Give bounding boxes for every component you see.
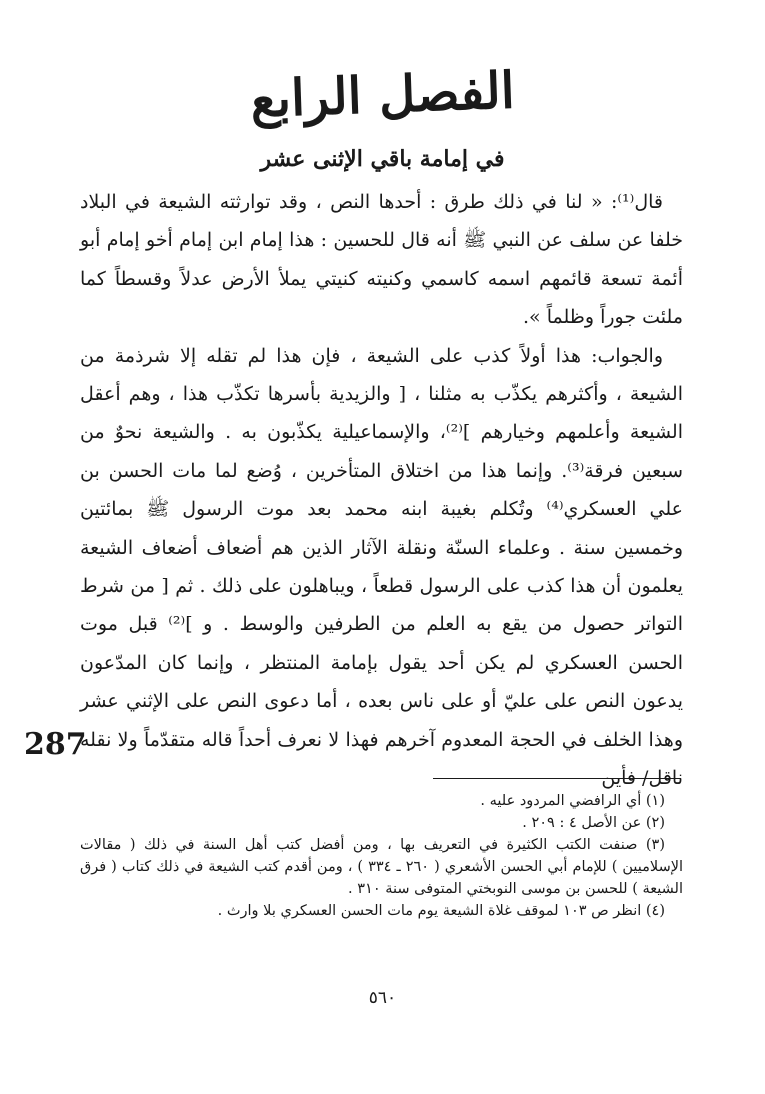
footnote-3: (٣) صنفت الكتب الكثيرة في التعريف بها ، ومن أفضل كتب أهل السنة في ذلك ( مقالات الإسلاميين ) للإمام أبي الحسن الأشعري ( ٢٦٠ ـ ٣٣٤ ) ، ومن أقدم كتب الشيعة في ذلك كتاب ( فرق الشيعة ) للحسن بن موسى النوبختي المتوفى سنة ٣١٠ .	[80, 837, 684, 897]
footnote-2: (٢) عن الأصل ٤ : ٢٠٩ .	[522, 815, 665, 831]
margin-page-reference: 287	[24, 727, 87, 762]
footnote-1: (١) أي الرافضي المردود عليه .	[480, 793, 665, 809]
main-text	[80, 183, 683, 798]
chapter-subtitle: في إمامة باقي الإثنى عشر	[260, 146, 505, 172]
chapter-title: الفصل الرابع	[249, 60, 516, 129]
footnotes	[80, 790, 683, 922]
paragraph-quote: قال⁽¹⁾: « لنا في ذلك طرق : أحدها النص ، وقد توارثته الشيعة في البلاد خلفا عن سلف عن النبي ﷺ أنه قال للحسين : هذا إمام ابن إمام أخو إمام أبو أئمة تسعة قائمهم اسمه كاسمي وكنيته كنيتي يملأ الأرض عدلاً وقسطاً كما ملئت جوراً وظلماً ».	[80, 191, 683, 329]
page-number: ٥٦٠	[368, 988, 397, 1008]
paragraph-answer: والجواب: هذا أولاً كذب على الشيعة ، فإن هذا لم تقله إلا شرذمة من الشيعة ، وأكثرهم يكذّب به مثلنا ، [ والزيدية بأسرها تكذّب هذا ، وهم أعقل الشيعة وأعلمهم وخيارهم ]⁽²⁾، والإسماعيلية يكذّبون به . والشيعة نحوٌ من سبعين فرقة⁽³⁾. وإنما هذا من اختلاق المتأخرين ، وُضع لما مات الحسن بن علي العسكري⁽⁴⁾ وتُكلم بغيبة ابنه محمد بعد موت الرسول ﷺ بمائتين وخمسين سنة . وعلماء السنّة ونقلة الآثار الذين هم أضعاف أضعاف الشيعة يعلمون أن هذا كذب على الرسول قطعاً ، ويباهلون على ذلك . ثم [ من شرط التواتر حصول من يقع به العلم من الطرفين والوسط . و ]⁽²⁾ قبل موت الحسن العسكري لم يكن أحد يقول بإمامة المنتظر ، وإنما كان المدّعون يدعون النص على عليّ أو على ناس بعده ، أما دعوى النص على الإثني عشر وهذا الخلف في الحجة المعدوم آخرهم فهذا لا نعرف أحداً قاله متقدّماً ولا نقله ناقل/ فأين	[80, 344, 684, 790]
footnote-divider	[433, 778, 681, 779]
footnote-4: (٤) انظر ص ١٠٣ لموقف غلاة الشيعة يوم مات الحسن العسكري بلا وارث .	[217, 903, 665, 919]
